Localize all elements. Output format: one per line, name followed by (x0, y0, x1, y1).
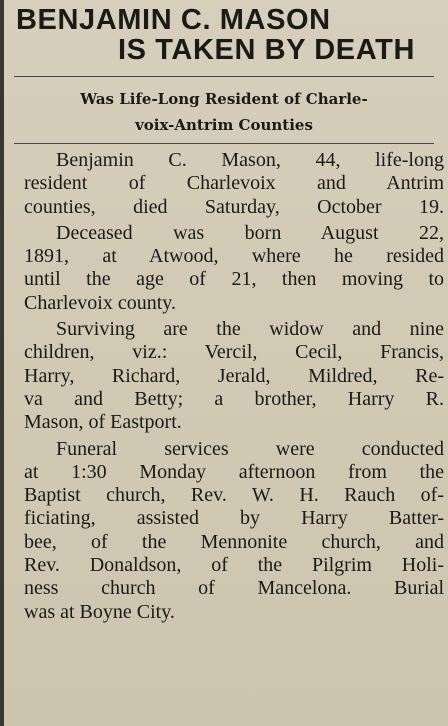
body-line: bee, of the Mennonite church, and (24, 530, 444, 553)
body-line: Benjamin C. Mason, 44, life-long (56, 149, 444, 171)
headline-line-2: IS TAKEN BY DEATH (118, 34, 415, 66)
subheadline (0, 86, 448, 138)
body-line: at 1:30 Monday afternoon from the (24, 460, 444, 483)
body-line: va and Betty; a brother, Harry R. (24, 387, 444, 410)
paragraph-funeral (24, 438, 444, 624)
body-line: resident of Charlevoix and Antrim (24, 172, 444, 195)
body-line: children, viz.: Vercil, Cecil, Francis, (24, 341, 444, 364)
body-line: Mason, of Eastport. (24, 411, 182, 434)
body-line: Funeral services were conducted (56, 437, 444, 460)
body-line: until the age of 21, then moving to (24, 268, 444, 291)
subheadline-divider (14, 143, 434, 144)
article-body (24, 149, 444, 627)
paragraph-birth (24, 222, 444, 315)
body-line: ness church of Mancelona. Burial (24, 577, 444, 600)
headline-divider (14, 76, 434, 77)
body-line: was at Boyne City. (24, 600, 175, 623)
paragraph-death (24, 149, 444, 219)
body-line: Surviving are the widow and nine (56, 318, 444, 341)
body-line: Rev. Donaldson, of the Pilgrim Holi- (24, 554, 444, 577)
headline-line-1: BENJAMIN C. MASON (16, 4, 331, 36)
subheadline-line-2: voix-Antrim Counties (135, 116, 313, 134)
body-line: Harry, Richard, Jerald, Mildred, Re- (24, 364, 444, 387)
body-line: Charlevoix county. (24, 291, 177, 314)
body-line: ficiating, assisted by Harry Batter- (24, 507, 444, 530)
body-line: 1891, at Atwood, where he resided (24, 245, 444, 268)
body-line: counties, died Saturday, October 19. (24, 195, 444, 218)
body-line: Deceased was born August 22, (56, 221, 444, 244)
subheadline-line-1: Was Life-Long Resident of Charle- (80, 90, 368, 108)
paragraph-survivors (24, 318, 444, 434)
body-line: Baptist church, Rev. W. H. Rauch of- (24, 484, 444, 507)
